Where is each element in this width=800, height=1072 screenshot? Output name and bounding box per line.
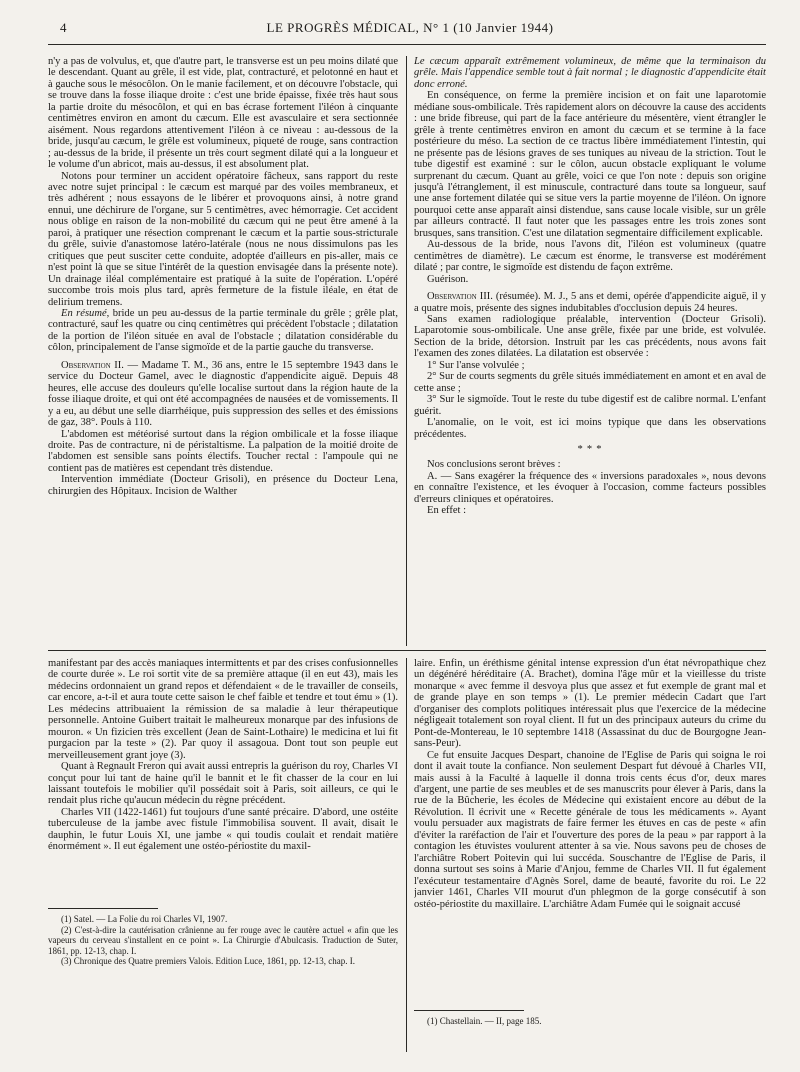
- list-item: 1° Sur l'anse volvulée ;: [427, 359, 525, 371]
- footnote-rule: [48, 908, 158, 909]
- footnote-rule: [414, 1010, 524, 1011]
- paragraph: En conséquence, on ferme la première incision et on fait une laparotomie médiane sous-ombilicale. Très rapidement alors on découvre la cause des accidents : une bride fibreuse, qui part de la face antérieure du mésentère, vient étrangler le grêle à trente centimètres environ en amont du cæcum et se termine à la face postérieure du méso. La section de ce tractus libère immédiatement l'intestin, qui ne présente pas de lésions graves de ses tuniques au niveau de la striction. Tout le tube digestif est examiné : sur le côlon, aucun obstacle expliquant le volume surprenant du cæcum. Quant au grêle, voici ce que l'on note : depuis son origine jusqu'à l'étranglement, il est minuscule, contracturé dans toute sa longueur, sauf une anse fortement dilatée qui se situe vers la partie moyenne de l'iléon. On ignore pourquoi cette anse apparaît ainsi distendue, sans cause locale visible, sur un grêle par ailleurs contracté. Il faut noter que les passages entre les trois zones sont brusques, sans transition. C'est une dilatation segmentaire difficilement explicable.: [414, 90, 766, 239]
- paragraph: En effet :: [427, 505, 467, 517]
- footnotes-right: [414, 1016, 766, 1046]
- footnote: (1) Satel. — La Folie du roi Charles VI, 1907.: [61, 914, 228, 924]
- paragraph: n'y a pas de volvulus, et, que d'autre part, le transverse est un peu moins dilaté que le descendant. Quant au grêle, il est vide, plat, contracturé, et pelotonné en haut et à gauche sous le mésocôlon. On le manie facilement, et on découvre l'obstacle, qui se trouve dans la fosse iliaque droite : c'est une bride épaisse, fixée très haut sous la partie droite du mésocôlon, et qui en bas écrase fortement l'iléon à cinquante centimètres environ en amont du cæcum. Elle est avasculaire et sera sectionnée aisément. Nous regardons attentivement l'iléon à ce niveau : au-dessous de la bride, jusqu'au cæcum, le grêle est volumineux, piqueté de rouge, sans contraction ; au-dessus de la bride, il présente un très court segment dilaté qui a la longueur et le volume d'un abricot, mais au-dessus, il est absolument plat.: [48, 56, 398, 171]
- paragraph: Intervention immédiate (Docteur Grisoli), en présence du Docteur Lena, chirurgien des Hôpitaux. Incision de Walther: [48, 474, 398, 497]
- paragraph: L'abdomen est météorisé surtout dans la région ombilicale et la fosse iliaque droite. Pas de contracture, ni de péristaltisme. La palpation de la moitié droite de l'abdomen est sensible sans points électifs. Toucher rectal : l'ampoule qui ne contient pas de matières est cependant très distendue.: [48, 428, 398, 474]
- footnote: (2) C'est-à-dire la cautérisation crânienne au fer rouge avec le cautère actuel « afin que les vapeurs du cerveau s'installent en ce point ». La Chirurgie d'Abulcasis. Traduction de Suter, 1861, pp. 12-13, chap. I.: [48, 924, 398, 956]
- paragraph: manifestant par des accès maniaques intermittents et par des crises confusionnelles de courte durée ». Le roi sortit vite de sa première attaque (il en eut 43), mais les médecins ordonnaient un grand repos et défendaient « de le travailler de conseils, car encore, a-t-il et aura toute cette saison le chef faible et tendre et tout ému » (1). Les médecins attribuaient la rémission de sa maladie à leur thérapeutique personnelle. Antoine Guibert traitait le malheureux monarque par des infusions de mouron. « Un fizicien très excellent (Jean de Saint-Lothaire) le medicina et lui fit purgacion par la teste » (2). Par quoy il assagoua. Dont tout son peuple eut merveilleusement grant joye (3).: [48, 658, 398, 761]
- summary-lead: En résumé,: [61, 307, 110, 319]
- paragraph: laire. Enfin, un éréthisme génital intense expression d'un état névropathique chez un dégénéré héréditaire (A. Brachet), domina l'âge mûr et la vieillesse du triste monarque « avec femme il desvoya plus que assez et fut exemple de grant mal et de grande playe en son temps » (1). Le premier médecin Cadart que l'art d'organiser des complots politiques intéressait plus que l'exercice de la médecine négligeait totalement son royal client. Il fut un des principaux auteurs du crime du Pont-de-Montereau, le 10 septembre 1418 (Assassinat du duc de Bourgogne Jean-sans-Peur).: [414, 658, 766, 750]
- footnote: (1) Chastellain. — II, page 185.: [427, 1016, 542, 1026]
- paragraph: Ce fut ensuite Jacques Despart, chanoine de l'Eglise de Paris qui soigna le roi dont il avait toute la confiance. Non seulement Despart fut dévoué à Charles VII, mais aussi à la Faculté à laquelle il donna trois cents écus d'or, deux mares d'argent, une partie de ses meubles et de ses manuscrits pour élever à Paris, dans la rue de la Bûcherie, les écoles de Médecine qui existaient encore au début de la Révolution. Il écrivit une « Recette générale de tous les médicaments ». Ayant voulu persuader aux magistrats de faire fermer les étuves en cas de peste « afin d'éviter la raréfaction de l'air et l'ouverture des pores de la peau » par rapport à la contagion les étuvistes voulurent attenter à sa vie. Nous savons peu de choses de l'archiâtre Robert Poitevin qui lui succéda. Souschantre de l'Eglise de Paris, il donna surtout ses soins à Marie d'Anjou, femme de Charles VII. Il fut également l'exécuteur testamentaire d'Agnès Sorel, dame de beauté, favorite du roi. Le 22 janvier 1461, Charles VII mourut d'un phlegmon de la gorge consécutif à son ostéo-périostite du maxillaire. L'archiâtre Adam Fumée qui le soignait accusé: [414, 749, 766, 910]
- footnote: (3) Chronique des Quatre premiers Valois. Edition Luce, 1861, pp. 12-13, chap. I.: [61, 956, 356, 966]
- paragraph: Le cæcum apparaît extrêmement volumineux, de même que la terminaison du grêle. Mais l'appendice semble tout à fait normal ; le diagnostic d'appendicite était donc erroné.: [414, 56, 766, 90]
- observation-2: Observation II. — Madame T. M., 36 ans, entre le 15 septembre 1943 dans le service du Docteur Gamel, avec le diagnostic d'appendicite aiguë. Depuis 48 heures, elle accuse des douleurs qu'elle localise surtout dans la région haute de la fosse iliaque droite, et qui ont été accompagnées de nausées et de vomissements. Il y a eu, au début une selle diarrhéique, puis suppression des selles et des émissions de gaz, 38°. Pouls à 110.: [48, 359, 398, 429]
- section-rule: [48, 650, 766, 651]
- bottom-column-rule: [406, 658, 407, 1052]
- observation-heading: Observation III.: [427, 291, 493, 303]
- paragraph: A. — Sans exagérer la fréquence des « inversions paradoxales », nous devons en connaître l'existence, et les évoquer à l'occasion, comme facteurs possibles d'erreurs cliniques et opératoires.: [414, 470, 766, 505]
- paragraph: Sans examen radiologique préalable, intervention (Docteur Grisoli). Laparotomie sous-ombilicale. Une anse grêle, fixée par une bride, est volvulée. Section de la bride, détorsion. Instruit par les cas précédents, nous avons fait l'examen des zones dilatées. La dilatation est observée :: [414, 313, 766, 360]
- paragraph: Charles VII (1422-1461) fut toujours d'une santé précaire. D'abord, une ostéite tuberculeuse de la jambe avec fistule l'immobilisa souvent. Il avait, disait le dauphin, le futur Louis XI, une jambe « qui toudis coulait et rendait matière énormément ». Il eut également une ostéo-périostite du maxil-: [48, 806, 398, 853]
- asterism: * * *: [577, 443, 603, 455]
- page-number: 4: [60, 20, 67, 35]
- list-item: 3° Sur le sigmoïde. Tout le reste du tube digestif est de calibre normal. L'enfant guérit.: [414, 394, 766, 417]
- footnotes-left: [48, 914, 398, 1054]
- paragraph: Nos conclusions seront brèves :: [427, 459, 561, 471]
- list-item: 2° Sur de courts segments du grêle situés immédiatement en amont et en aval de cette anse ;: [414, 371, 766, 394]
- paragraph: Guérison.: [427, 273, 469, 285]
- bottom-right-column: [414, 658, 766, 1000]
- observation-3: Observation III. (résumée). M. J., 5 ans et demi, opérée d'appendicite aiguë, il y a quatre mois, présente des signes indubitables d'occlusion depuis 24 heures.: [414, 291, 766, 314]
- paragraph: Quant à Regnault Freron qui avait aussi entrepris la guérison du roy, Charles VI conçut pour lui tant de haine qu'il le bannit et le fit chasser de la cour en lui laissant toutefois le mobilier qu'il possédait soit à Paris, soit ailleurs, ce qui le rendait plus riche qu'aucun médecin du règne précédent.: [48, 761, 398, 807]
- header-rule: [48, 44, 766, 45]
- top-right-column: [414, 56, 766, 644]
- observation-heading: Observation II.: [61, 359, 124, 371]
- paragraph: Notons pour terminer un accident opératoire fâcheux, sans rapport du reste avec notre sujet principal : le cæcum est marqué par des voiles membraneux, et très adhérent ; nous essayons de le libérer et provoquons ainsi, à notre grand ennui, une déchirure de l'organe, sur 5 centimètres, avec hémorragie. Cet accident nous oblige en raison de la non-mobilité du cæcum qui ne peut être amené à la paroi, à pratiquer une résection comprenant le cæcum et la partie sous-stricturale du grêle, suivie d'anastomose latéro-latérale (nous ne nous dissimulons pas les critiques que peut susciter cette conduite, adoptée d'ailleurs en pis-aller, mais ce n'est point là que se situe l'intérêt de la question envisagée dans la présente note). Un drainage iléal complémentaire est pratiqué à la suite de l'opération. L'opéré succombe trois mois plus tard, après fermeture de la fistule iléale, en état de delirium tremens.: [48, 170, 398, 308]
- summary-paragraph: En résumé, bride un peu au-dessus de la partie terminale du grêle ; grêle plat, contracturé, sauf les quatre ou cinq centimètres qui précèdent l'obstacle ; dilatation de la portion de l'iléon située en aval de l'obstacle ; dilatation considérable du côlon, principalement de l'anse sigmoïde et de la partie gauche du transverse.: [48, 307, 398, 354]
- top-column-rule: [406, 56, 407, 646]
- running-head: LE PROGRÈS MÉDICAL, N° 1 (10 Janvier 1944): [266, 20, 554, 35]
- paragraph: Au-dessous de la bride, nous l'avons dit, l'iléon est volumineux (quatre centimètres de diamètre). Le cæcum est énorme, le transverse est modérément dilaté ; par contre, le sigmoïde est distendu de façon extrême.: [414, 239, 766, 274]
- paragraph: L'anomalie, on le voit, est ici moins typique que dans les observations précédentes.: [414, 417, 766, 440]
- page-header: [52, 20, 768, 40]
- bottom-left-column: [48, 658, 398, 900]
- top-left-column: [48, 56, 398, 644]
